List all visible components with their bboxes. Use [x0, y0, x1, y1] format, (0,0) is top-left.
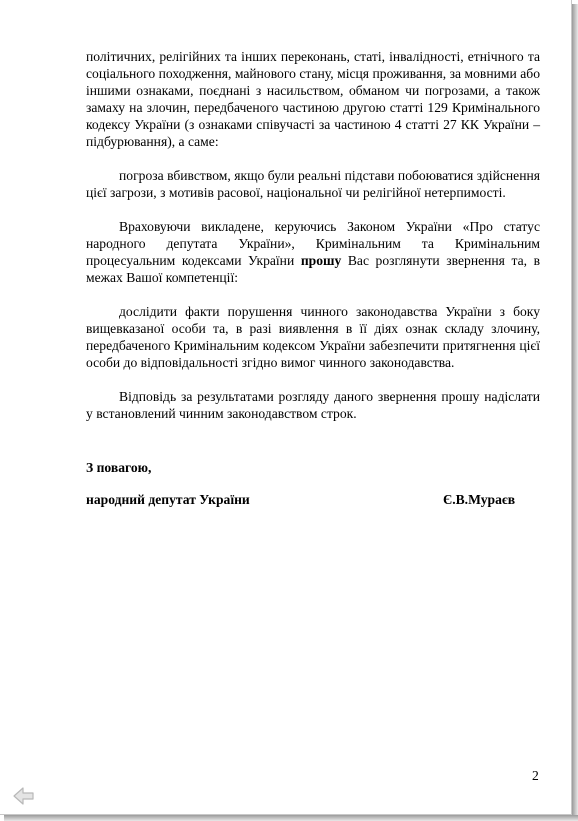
- signature-name: Є.В.Мураєв: [443, 492, 516, 507]
- back-arrow-svg: [13, 786, 35, 806]
- paragraph-4: дослідити факти порушення чинного законодавства України з боку вищевказаної особи та, в разі виявлення в її діях ознак складу злочину, передбаченого Кримінальним кодексом України забезпечити притягнення цієї особи до відповідальності згідно вимог чинного законодавства.: [86, 304, 540, 370]
- page-shadow-right: [572, 4, 578, 821]
- paragraph-5: Відповідь за результатами розгляду даного звернення прошу надіслати у встановлений чинним законодавством строк.: [86, 389, 540, 421]
- paragraph-3-text: Враховуючи викладене, керуючись Законом України «Про статус народного депутата України», Кримінальним та Кримінальним процесуальним кодексами України: [86, 219, 540, 268]
- closing-salutation: З повагою,: [86, 460, 152, 475]
- paragraph-2: погроза вбивством, якщо були реальні підстави побоюватися здійснення цієї загрози, з мотивів расової, національної чи релігійної нетерпимості.: [86, 168, 540, 200]
- paragraph-1: політичних, релігійних та інших переконань, статі, інвалідності, етнічного та соціального походження, майнового стану, місця проживання, за мовними або іншими ознаками, поєднані з насильством, обманом чи погрозами, а також замаху на злочин, передбаченого частиною другою статті 129 Кримінального кодексу України (з ознаками співучасті за частиною 4 статті 27 КК України – підбурювання), а саме:: [86, 49, 540, 149]
- signature-title: народний депутат України: [86, 492, 250, 507]
- paragraph-3-tail: Вас розглянути звернення та, в межах Вашої компетенції:: [86, 253, 541, 285]
- back-arrow-icon[interactable]: [13, 786, 35, 806]
- document-body: [86, 48, 540, 422]
- page-shadow-bottom: [4, 815, 578, 821]
- page-number: 2: [532, 768, 539, 783]
- paragraph-3: [86, 218, 540, 286]
- paragraph-3-bold: прошу: [300, 253, 342, 268]
